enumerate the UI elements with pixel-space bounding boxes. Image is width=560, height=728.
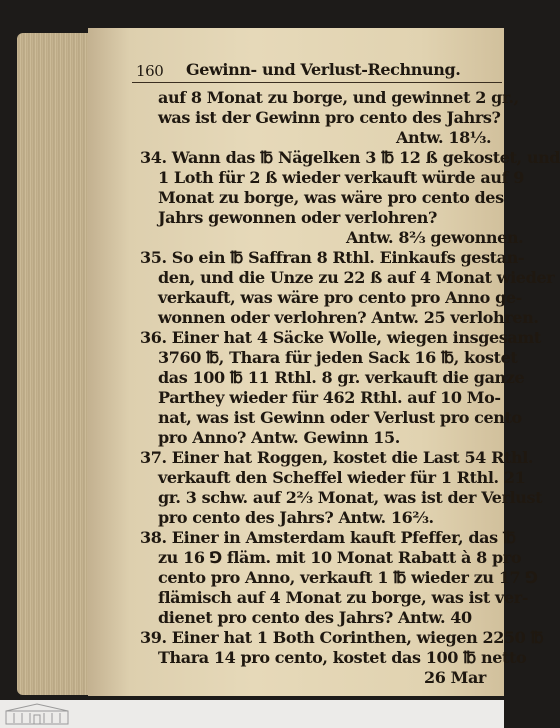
problem-line: 39. Einer hat 1 Both Corinthen, wiegen 2250 ℔ (140, 628, 544, 647)
answer-line: pro cento des Jahrs? Antw. 16⅔. (158, 508, 434, 527)
text-line: auf 8 Monat zu borge, und gewinnet 2 gr., (158, 88, 519, 107)
text-line: cento pro Anno, verkauft 1 ℔ wieder zu 17 ⅁ (158, 568, 538, 587)
text-line: Jahrs gewonnen oder verlohren? (158, 208, 437, 227)
problem-line: 38. Einer in Amsterdam kauft Pfeffer, das ℔ (140, 528, 516, 547)
text-line: was ist der Gewinn pro cento des Jahrs? (158, 108, 501, 127)
problem-line: 36. Einer hat 4 Säcke Wolle, wiegen insgesamt (140, 328, 541, 347)
text-line: das 100 ℔ 11 Rthl. 8 gr. verkauft die ganze (158, 368, 525, 387)
text-line: Thara 14 pro cento, kostet das 100 ℔ netto (158, 648, 527, 667)
problem-line: 34. Wann das ℔ Nägelken 3 ℔ 12 ß gekostet, und (140, 148, 560, 167)
answer-line: pro Anno? Antw. Gewinn 15. (158, 428, 400, 447)
text-line: verkauft, was wäre pro cento pro Anno ge- (158, 288, 522, 307)
text-line: flämisch auf 4 Monat zu borge, was ist ver- (158, 588, 528, 607)
text-line: den, und die Unze zu 22 ß auf 4 Monat wieder (158, 268, 555, 287)
problem-line: 35. So ein ℔ Saffran 8 Rthl. Einkaufs gestan- (140, 248, 525, 267)
text-line: nat, was ist Gewinn oder Verlust pro cento (158, 408, 522, 427)
answer-line: dienet pro cento des Jahrs? Antw. 40 (158, 608, 472, 627)
answer-line: Antw. 8⅔ gewonnen. (346, 228, 524, 247)
text-line: 3760 ℔, Thara für jeden Sack 16 ℔, kostet (158, 348, 518, 367)
text-line: 1 Loth für 2 ß wieder verkauft würde auf 9 (158, 168, 524, 187)
viewer-footer (0, 700, 504, 728)
catchword: 26 Mar (424, 668, 486, 687)
page-number: 160 (136, 62, 164, 80)
text-line: Parthey wieder für 462 Rthl. auf 10 Mo- (158, 388, 501, 407)
text-line: verkauft den Scheffel wieder für 1 Rthl. 21 (158, 468, 526, 487)
header-rule (132, 82, 502, 83)
running-header: Gewinn- und Verlust-Rechnung. (186, 60, 461, 79)
book-page (88, 28, 560, 696)
text-line: Monat zu borge, was wäre pro cento des (158, 188, 504, 207)
answer-line: Antw. 18⅓. (396, 128, 492, 147)
page-edges (17, 33, 93, 695)
library-building-logo-icon (4, 702, 70, 726)
text-line: zu 16 ⅁ fläm. mit 10 Monat Rabatt à 8 pro (158, 548, 522, 567)
problem-line: 37. Einer hat Roggen, kostet die Last 54 Rthl. (140, 448, 534, 467)
text-line: gr. 3 schw. auf 2⅔ Monat, was ist der Verlust (158, 488, 543, 507)
text-line: wonnen oder verlohren? Antw. 25 verlohren. (158, 308, 539, 327)
